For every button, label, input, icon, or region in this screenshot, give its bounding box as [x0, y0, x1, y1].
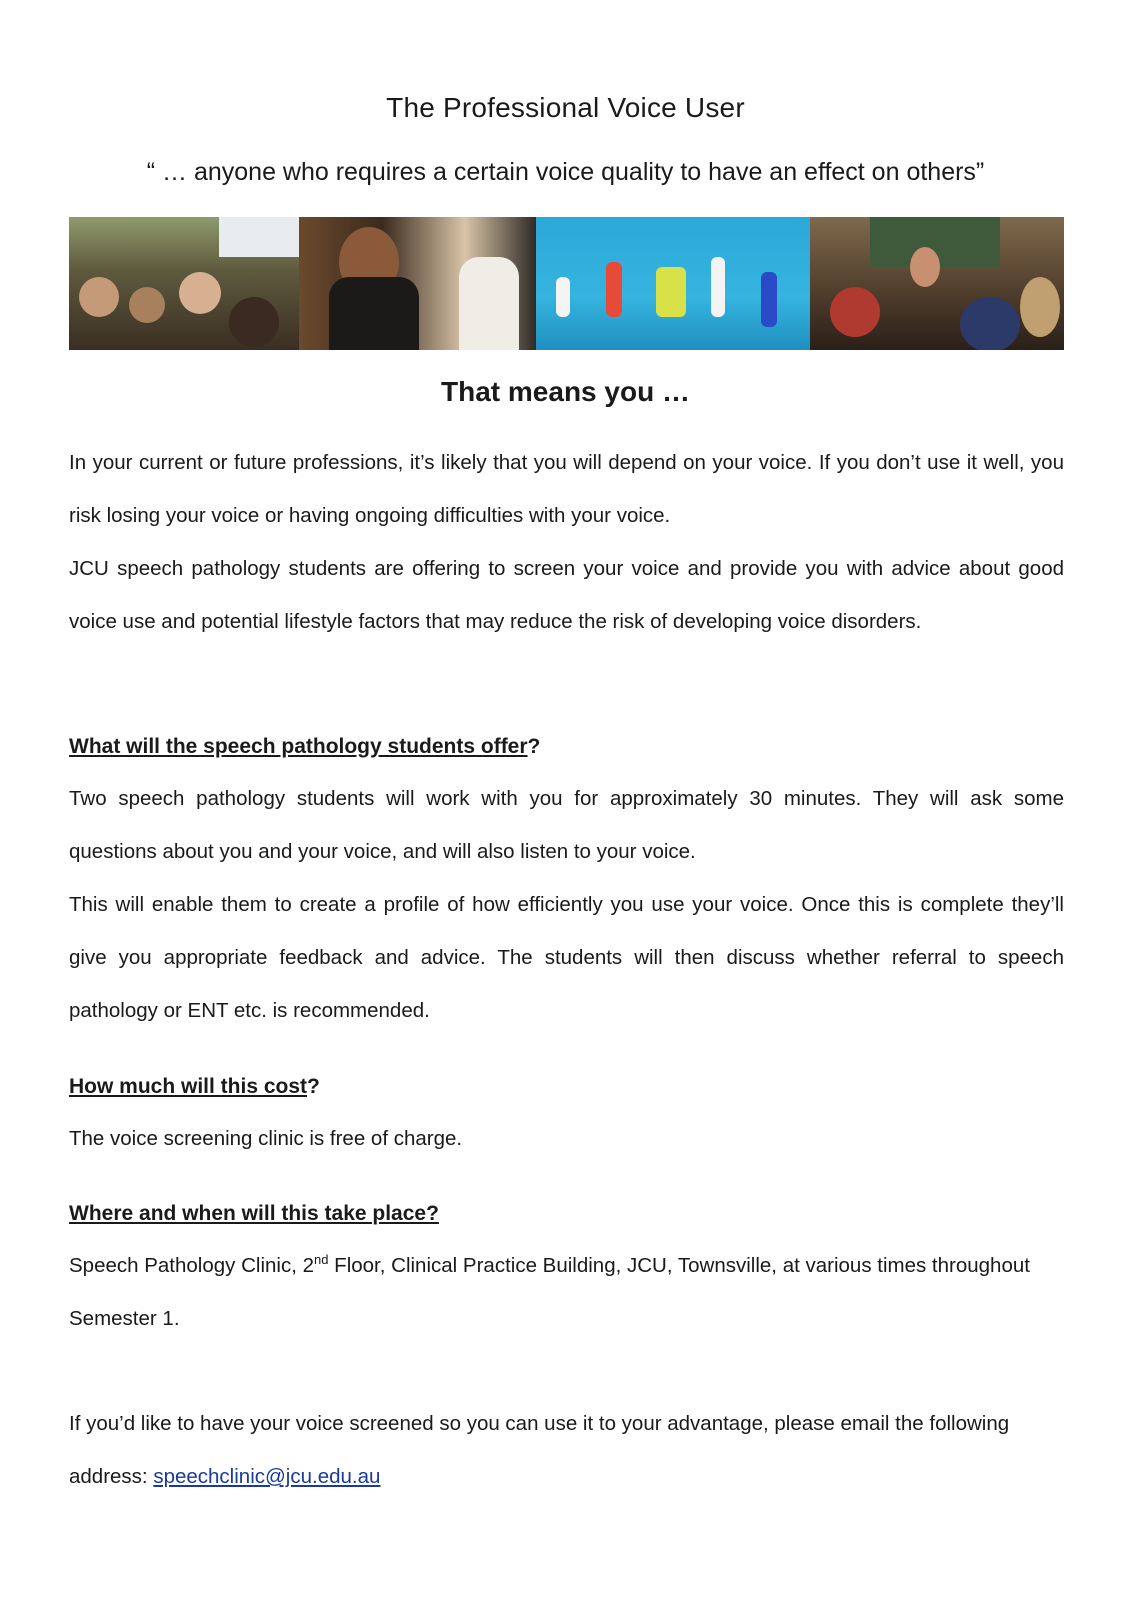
section-heading-you: That means you … — [441, 376, 690, 407]
intro-paragraph-1: In your current or future professions, it’s likely that you will depend on your voice. If you don’t use it well, you risk losing your voice or having ongoing difficulties with your voice. — [69, 451, 1064, 527]
offer-paragraph-1: Two speech pathology students will work with you for approximately 30 minutes. They will ask some questions about you and your voice, and will also listen to your voice. — [69, 787, 1064, 863]
tennis-court-photo — [536, 217, 810, 350]
lecture-theatre-photo — [69, 217, 299, 350]
offer-paragraph-2: This will enable them to create a profile of how efficiently you use your voice. Once this is complete they’ll give you appropriate feedback and advice. The students will then discuss whether referral to speech pathology or ENT etc. is recommended. — [69, 893, 1064, 1022]
offer-heading — [69, 735, 540, 759]
photo-banner — [69, 217, 1064, 350]
place-paragraph — [69, 1239, 1064, 1345]
intro-paragraph-2: JCU speech pathology students are offering to screen your voice and provide you with advice about good voice use and potential lifestyle factors that may reduce the risk of developing voice disorders. — [69, 557, 1064, 633]
offer-heading-text: What will the speech pathology students offer — [69, 735, 528, 758]
place-text-a: Speech Pathology Clinic, 2 — [69, 1254, 315, 1277]
place-heading-text: Where and when will this take place? — [69, 1202, 439, 1225]
place-heading — [69, 1202, 439, 1226]
offer-heading-mark: ? — [527, 735, 541, 758]
page-title: The Professional Voice User — [386, 92, 745, 123]
contact-paragraph — [69, 1397, 1064, 1503]
cost-paragraph: The voice screening clinic is free of charge. — [69, 1127, 463, 1150]
coach-photo — [299, 217, 536, 350]
classroom-photo — [810, 217, 1064, 350]
place-text-b: Floor, Clinical Practice Building, JCU, Townsville, at various times throughout Semester 1. — [69, 1254, 1030, 1330]
contact-text: If you’d like to have your voice screened so you can use it to your advantage, please email the following address: — [69, 1412, 1010, 1488]
definition-quote: “ … anyone who requires a certain voice quality to have an effect on others” — [146, 158, 985, 186]
cost-heading-mark: ? — [307, 1075, 320, 1098]
email-link[interactable]: speechclinic@jcu.edu.au — [153, 1465, 381, 1488]
cost-heading — [69, 1075, 320, 1099]
place-superscript: nd — [314, 1252, 329, 1268]
cost-heading-text: How much will this cost — [69, 1075, 308, 1098]
